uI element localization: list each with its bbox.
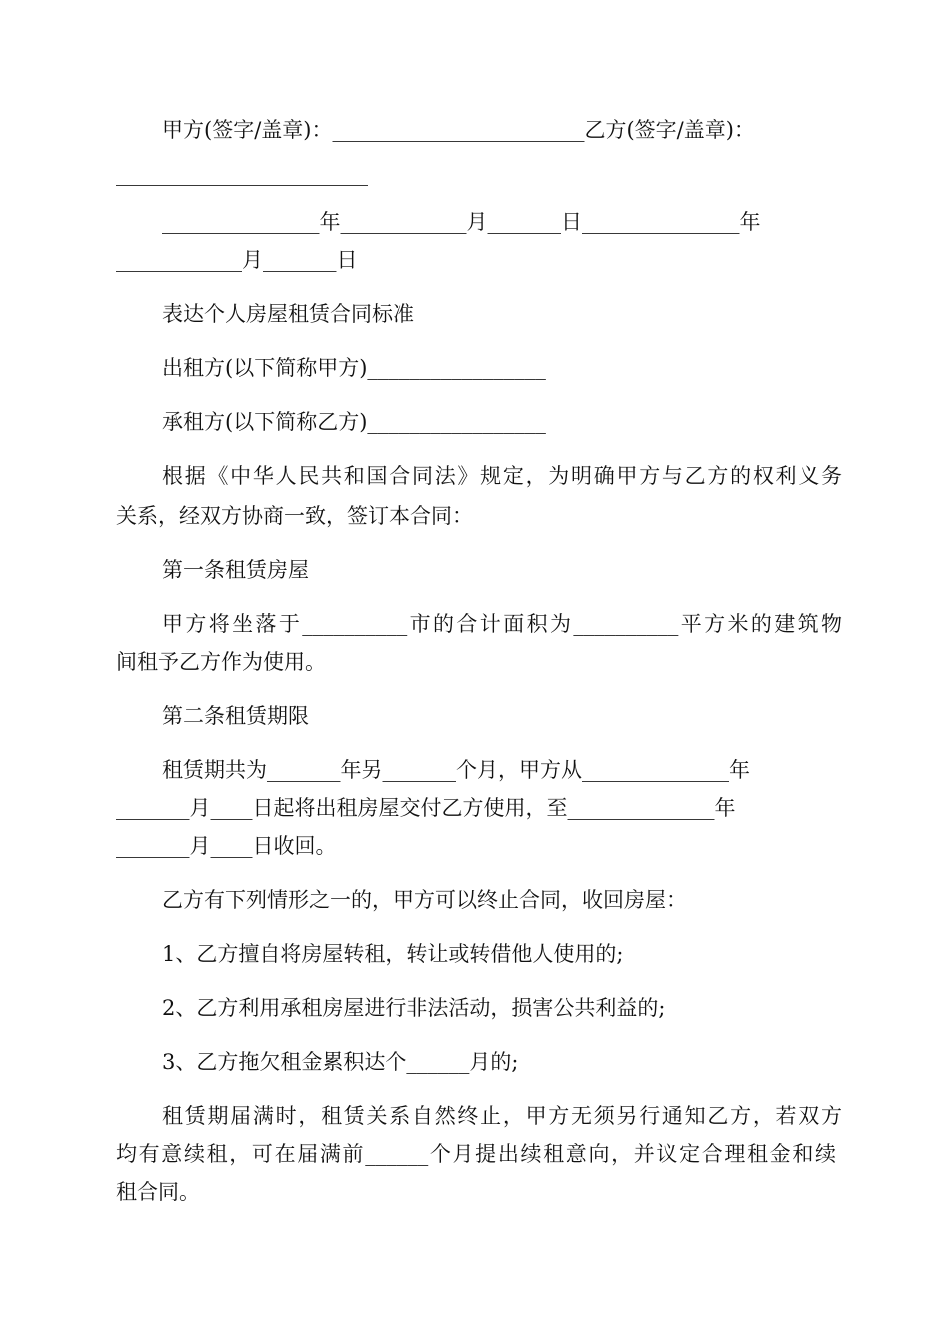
article-2-text-line-3: _______月____日收回。 [116, 834, 337, 858]
renewal-paragraph-line-2: 均有意续租，可在届满前______个月提出续租意向，并议定合理租金和续 [116, 1142, 836, 1166]
renewal-paragraph-line-3: 租合同。 [116, 1180, 200, 1204]
intro-paragraph-line-2: 关系，经双方协商一致，签订本合同： [116, 504, 473, 528]
renewal-paragraph-line-1: 租赁期届满时，租赁关系自然终止，甲方无须另行通知乙方，若双方 [162, 1104, 842, 1128]
intro-paragraph-line-1: 根据《中华人民共和国合同法》规定，为明确甲方与乙方的权利义务 [162, 464, 842, 488]
date-line-continued: ____________月_______日 [116, 248, 358, 272]
article-1-text-line-2: 间租予乙方作为使用。 [116, 650, 326, 674]
lessor-line: 出租方(以下简称甲方)_________________ [162, 356, 546, 380]
article-1-text-line-1: 甲方将坐落于__________市的合计面积为__________平方米的建筑物 [162, 612, 842, 636]
article-2-text-line-2: _______月____日起将出租房屋交付乙方使用，至______________年 [116, 796, 736, 820]
article-1-heading: 第一条租赁房屋 [162, 558, 309, 582]
termination-item-3: 3、乙方拖欠租金累积达个______月的; [162, 1050, 519, 1074]
termination-item-2: 2、乙方利用承租房屋进行非法活动，损害公共利益的; [162, 996, 666, 1020]
article-2-heading: 第二条租赁期限 [162, 704, 309, 728]
signature-line: 甲方(签字/盖章)：________________________乙方(签字/盖章)： [162, 118, 755, 142]
termination-item-1: 1、乙方擅自将房屋转租，转让或转借他人使用的; [162, 942, 624, 966]
signature-line-continued: ________________________ [116, 162, 368, 186]
lessee-line: 承租方(以下简称乙方)_________________ [162, 410, 546, 434]
document-title: 表达个人房屋租赁合同标准 [162, 302, 414, 326]
termination-heading: 乙方有下列情形之一的，甲方可以终止合同，收回房屋： [162, 888, 687, 912]
date-line: _______________年____________月_______日_______________年 [162, 210, 761, 234]
article-2-text-line-1: 租赁期共为_______年另_______个月，甲方从______________年 [162, 758, 750, 782]
